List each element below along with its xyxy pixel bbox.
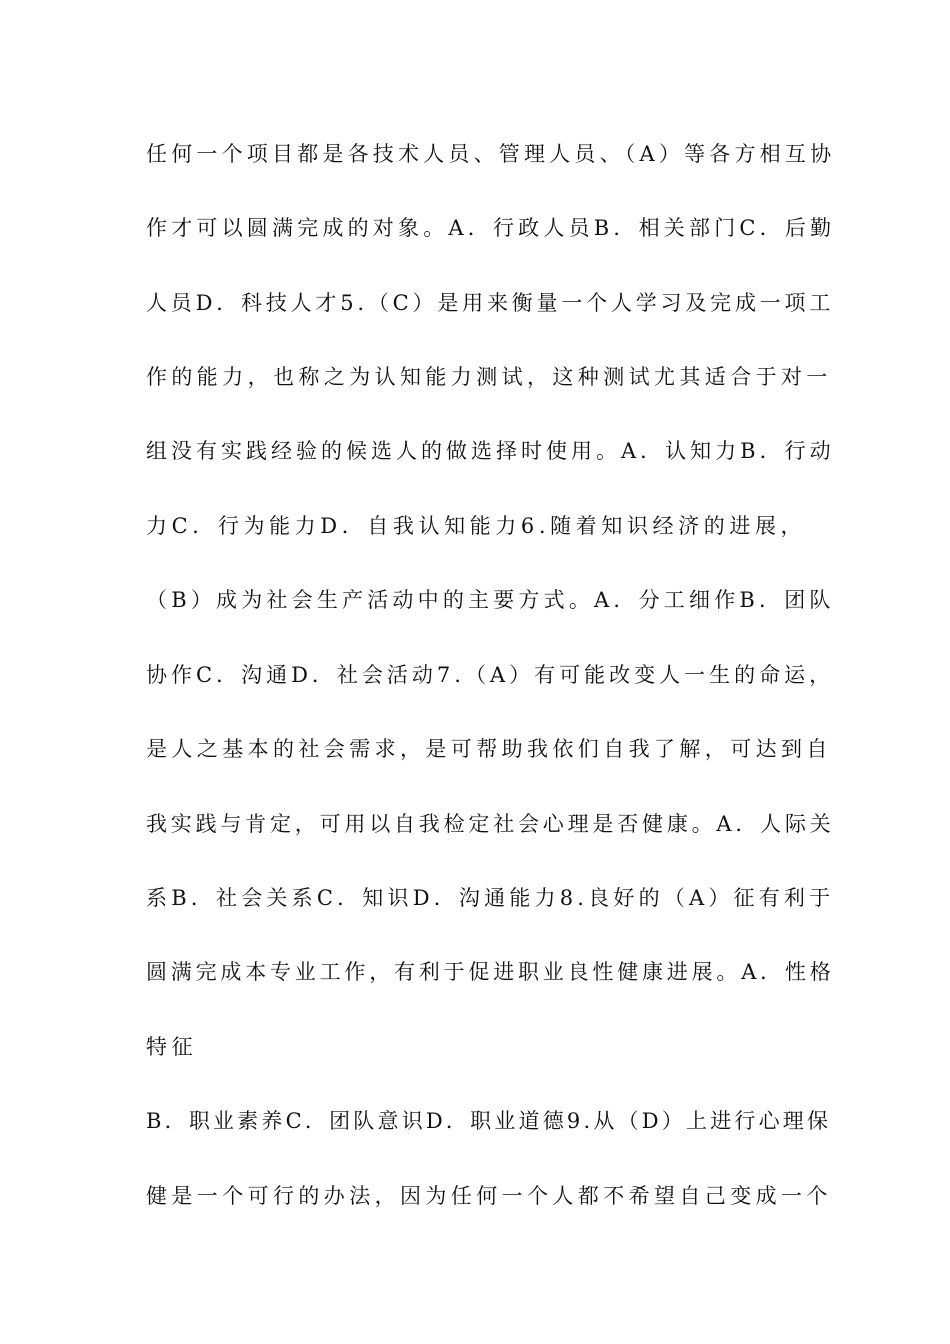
text-line-5: 组没有实践经验的候选人的做选择时使用。A．认知力B．行动 [146, 439, 835, 463]
text-line-7: （B）成为社会生产活动中的主要方式。A．分工细作B．团队 [146, 588, 835, 612]
text-line-15: 健是一个可行的办法，因为任何一个人都不希望自己变成一个 [146, 1184, 832, 1208]
text-line-10: 我实践与肯定，可用以自我检定社会心理是否健康。A．人际关 [146, 812, 835, 836]
text-line-9: 是人之基本的社会需求，是可帮助我依们自我了解，可达到自 [146, 737, 832, 761]
text-line-12: 圆满完成本专业工作，有利于促进职业良性健康进展。A．性格 [146, 960, 835, 984]
text-line-8: 协作C．沟通D．社会活动7.（A）有可能改变人一生的命运， [146, 663, 835, 687]
text-line-2: 作才可以圆满完成的对象。A．行政人员B．相关部门C．后勤 [146, 216, 836, 240]
text-line-6: 力C．行为能力D．自我认知能力6.随着知识经济的进展， [146, 514, 807, 538]
text-line-3: 人员D．科技人才5.（C）是用来衡量一个人学习及完成一项工 [146, 291, 835, 315]
text-line-1: 任何一个项目都是各技术人员、管理人员、（A）等各方相互协 [146, 142, 836, 166]
text-line-4: 作的能力，也称之为认知能力测试，这种测试尤其适合于对一 [146, 365, 832, 389]
text-line-11: 系B．社会关系C．知识D．沟通能力8.良好的（A）征有利于 [146, 886, 835, 910]
text-line-13: 特征 [146, 1035, 198, 1059]
text-line-14: B．职业素养C．团队意识D．职业道德9.从（D）上进行心理保 [146, 1109, 832, 1133]
